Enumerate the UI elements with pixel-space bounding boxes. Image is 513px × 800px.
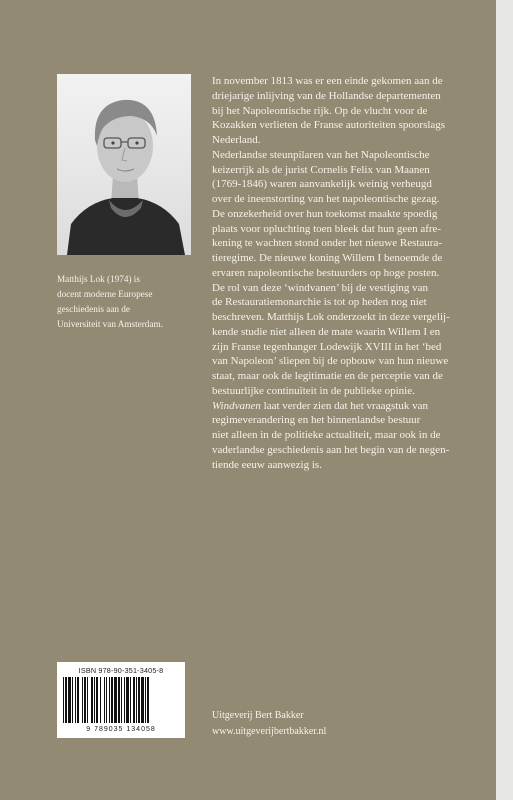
barcode-bar <box>141 677 144 723</box>
barcode-bar <box>114 677 117 723</box>
barcode-bar <box>100 677 101 723</box>
description-line: Kozakken verlieten de Franse autoriteiten spoorslags <box>212 119 446 132</box>
publisher-name: Uitgeverij Bert Bakker <box>212 710 304 721</box>
description-line: tiende eeuw aanwezig is. <box>212 458 322 471</box>
barcode-bar <box>133 677 135 723</box>
description-line: tieregime. De nieuwe koning Willem I benoemde de <box>212 252 443 264</box>
barcode-bar <box>124 677 125 723</box>
barcode-bar <box>75 677 76 723</box>
barcode-bar <box>121 677 122 723</box>
barcode-bar <box>109 677 110 723</box>
book-title-italic: Windvanen <box>212 399 261 412</box>
description-line: staat, maar ook de legitimatie en de perceptie van de <box>212 370 443 382</box>
barcode-bar <box>118 677 120 723</box>
description-line: bestuurlijke continuïteit in de publieke opinie. <box>212 384 415 397</box>
description-line: niet alleen in de politieke actualiteit, maar ook in de <box>212 429 441 441</box>
barcode-bar <box>96 677 98 723</box>
author-caption-line: docent moderne Europese <box>57 289 153 299</box>
barcode-bar <box>87 677 88 723</box>
page-edges <box>496 0 513 800</box>
description-line: kende studie niet alleen de mate waarin Willem I en <box>212 325 441 338</box>
barcode-bar <box>147 677 149 723</box>
barcode-bar <box>72 677 73 723</box>
publisher-url: www.uitgeverijbertbakker.nl <box>212 726 327 737</box>
author-caption-line: Universiteit van Amsterdam. <box>57 319 163 329</box>
barcode-bar <box>68 677 71 723</box>
description-line: In november 1813 was er een einde gekomen aan de <box>212 75 443 87</box>
description-line: zijn Franse tegenhanger Lodewijk XVIII in het ‘bed <box>212 340 442 353</box>
barcode-bar <box>84 677 86 723</box>
barcode-bar <box>91 677 93 723</box>
author-caption <box>57 272 197 332</box>
description-line: plaats voor opluchting toen bleek dat hun geen afre- <box>212 222 442 235</box>
barcode-bar <box>104 677 105 723</box>
author-photo <box>57 74 191 255</box>
book-description <box>212 74 482 472</box>
barcode-bar <box>63 677 64 723</box>
description-line: driejarige inlijving van de Hollandse departementen <box>212 89 441 102</box>
description-line: keizerrijk als de jurist Cornelis Felix van Maanen <box>212 163 430 176</box>
description-line: De rol van deze ‘windvanen’ bij de vestiging van <box>212 281 429 294</box>
description-line: regimeverandering en het binnenlandse bestuur <box>212 414 421 427</box>
description-line: van Napoleon’ sliepen bij de opbouw van hun nieuwe <box>212 355 449 368</box>
barcode-bar <box>126 677 129 723</box>
description-line: de Restauratiemonarchie is tot op heden nog niet <box>212 296 427 309</box>
description-line-with-title <box>212 399 482 414</box>
author-caption-line: Matthijs Lok (1974) is <box>57 274 140 284</box>
description-line: beschreven. Matthijs Lok onderzoekt in deze vergelij- <box>212 311 450 323</box>
barcode-bar <box>82 677 83 723</box>
description-line: bij het Napoleontische rijk. Op de vlucht voor de <box>212 104 428 117</box>
barcode-bar <box>130 677 131 723</box>
barcode-bar <box>111 677 113 723</box>
barcode-bar <box>136 677 137 723</box>
barcode-digits: 9 789035 134058 <box>86 726 156 733</box>
barcode-bar <box>106 677 107 723</box>
description-line: over de ineenstorting van het napoleontische gezag. <box>212 193 440 205</box>
barcode <box>57 662 185 738</box>
description-line: Nederland. <box>212 134 261 146</box>
description-line: ervaren napoleontische bestuurders op hoge posten. <box>212 266 440 279</box>
isbn-label: ISBN 978-90-351-3405-8 <box>78 666 164 675</box>
barcode-bars <box>63 677 179 727</box>
barcode-bar <box>65 677 67 723</box>
description-line: vaderlandse geschiedenis aan het begin van de negen- <box>212 443 450 456</box>
description-line: De onzekerheid over hun toekomst maakte spoedig <box>212 207 438 220</box>
author-caption-line: geschiedenis aan de <box>57 304 130 314</box>
barcode-bar <box>77 677 79 723</box>
barcode-bar <box>145 677 146 723</box>
description-line: (1769-1846) waren aanvankelijk weinig verheugd <box>212 178 432 191</box>
barcode-bar <box>138 677 140 723</box>
description-line: Nederlandse steunpilaren van het Napoleontische <box>212 148 430 161</box>
description-line: kening te wachten stond onder het nieuwe Restaura- <box>212 237 443 250</box>
publisher-info <box>212 708 326 740</box>
description-line-rest: laat verder zien dat het vraagstuk van <box>263 399 428 412</box>
barcode-bar <box>94 677 95 723</box>
